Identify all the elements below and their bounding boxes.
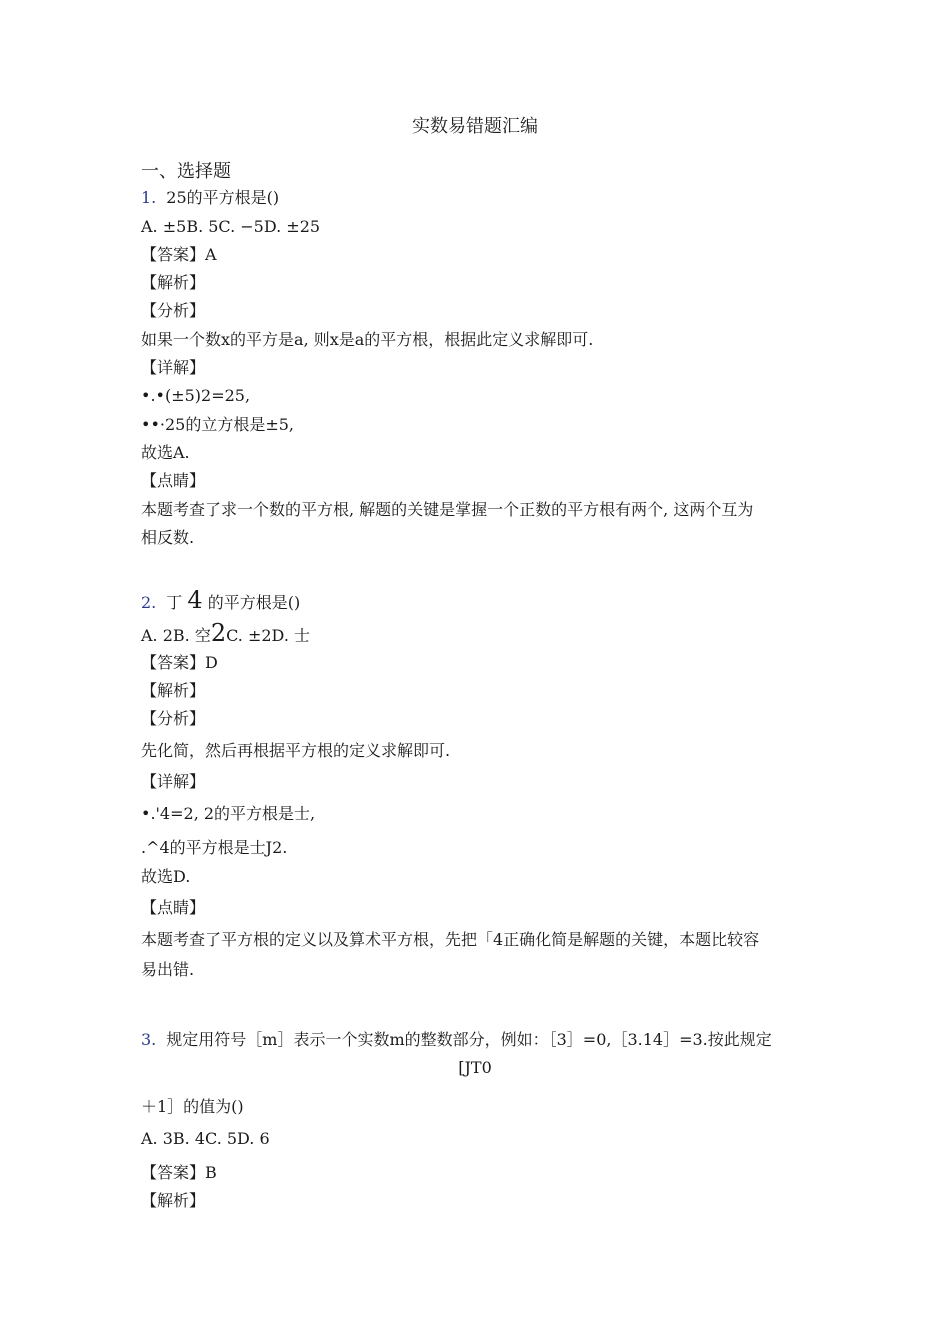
q1-number: 1. xyxy=(141,188,157,207)
q1-dianjing-line-2: 相反数. xyxy=(141,528,195,547)
q2-dianjing-line-1: 本题考查了平方根的定义以及算术平方根，先把「4正确化简是解题的关键，本题比较容 xyxy=(141,930,760,949)
q2-fenxi-label: 【分析】 xyxy=(141,709,206,728)
q1-analysis-label: 【解析】 xyxy=(141,273,206,292)
q2-fenxi-text: 先化简，然后再根据平方根的定义求解即可. xyxy=(141,741,451,760)
q3-stem-line-1: 规定用符号［m］表示一个实数m的整数部分，例如：［3］=0,［3.14］=3.按此规定 xyxy=(166,1030,772,1049)
q2-options xyxy=(141,619,310,647)
q2-detail-line-2: .^4的平方根是士J2. xyxy=(141,838,288,857)
q1-detail-label: 【详解】 xyxy=(141,358,206,377)
q1-stem-text: 25的平方根是() xyxy=(166,188,280,207)
q3-answer: 【答案】B xyxy=(141,1163,217,1182)
q1-options: A. ±5B. 5C. −5D. ±25 xyxy=(141,217,321,236)
q2-dianjing-label: 【点睛】 xyxy=(141,898,206,917)
q1-choose: 故选A. xyxy=(141,443,190,462)
q3-stem-line-2: [JT0 xyxy=(458,1058,492,1077)
q2-analysis-label: 【解析】 xyxy=(141,681,206,700)
q2-answer: 【答案】D xyxy=(141,653,218,672)
q1-dianjing-line-1: 本题考查了求一个数的平方根, 解题的关键是掌握一个正数的平方根有两个, 这两个互为 xyxy=(141,500,754,519)
q2-stem xyxy=(141,586,301,614)
q3-number: 3. xyxy=(141,1030,157,1049)
q2-detail-line-1: •.'4=2, 2的平方根是士, xyxy=(141,804,316,823)
q2-dianjing-line-2: 易出错. xyxy=(141,960,195,979)
q1-stem xyxy=(141,188,279,208)
q3-options: A. 3B. 4C. 5D. 6 xyxy=(141,1129,270,1148)
q1-dianjing-label: 【点睛】 xyxy=(141,471,206,490)
q1-detail-line-2: ••·25的立方根是±5, xyxy=(141,415,294,434)
q1-answer: 【答案】A xyxy=(141,245,217,264)
q2-stem-a: 丁 xyxy=(166,593,183,612)
q2-number: 2. xyxy=(141,593,157,612)
q1-fenxi-label: 【分析】 xyxy=(141,301,206,320)
q3-stem-line-3: ＋1］的值为() xyxy=(141,1097,244,1116)
q2-options-big: 2 xyxy=(210,619,227,647)
section-heading: 一、选择题 xyxy=(141,161,231,182)
q1-fenxi-text: 如果一个数x的平方是a, 则x是a的平方根，根据此定义求解即可. xyxy=(141,330,594,349)
q2-choose: 故选D. xyxy=(141,867,191,886)
q2-options-a: A. 2B. 空 xyxy=(141,626,211,645)
q2-stem-b: 的平方根是() xyxy=(207,593,301,612)
q1-detail-line-1: •.•(±5)2=25, xyxy=(141,386,251,405)
q3-stem xyxy=(141,1030,772,1050)
q2-stem-radicand: 4 xyxy=(187,586,203,614)
document-title: 实数易错题汇编 xyxy=(412,116,538,137)
q3-analysis-label: 【解析】 xyxy=(141,1191,206,1210)
q2-detail-label: 【详解】 xyxy=(141,772,206,791)
q2-options-b: C. ±2D. 士 xyxy=(226,626,310,645)
